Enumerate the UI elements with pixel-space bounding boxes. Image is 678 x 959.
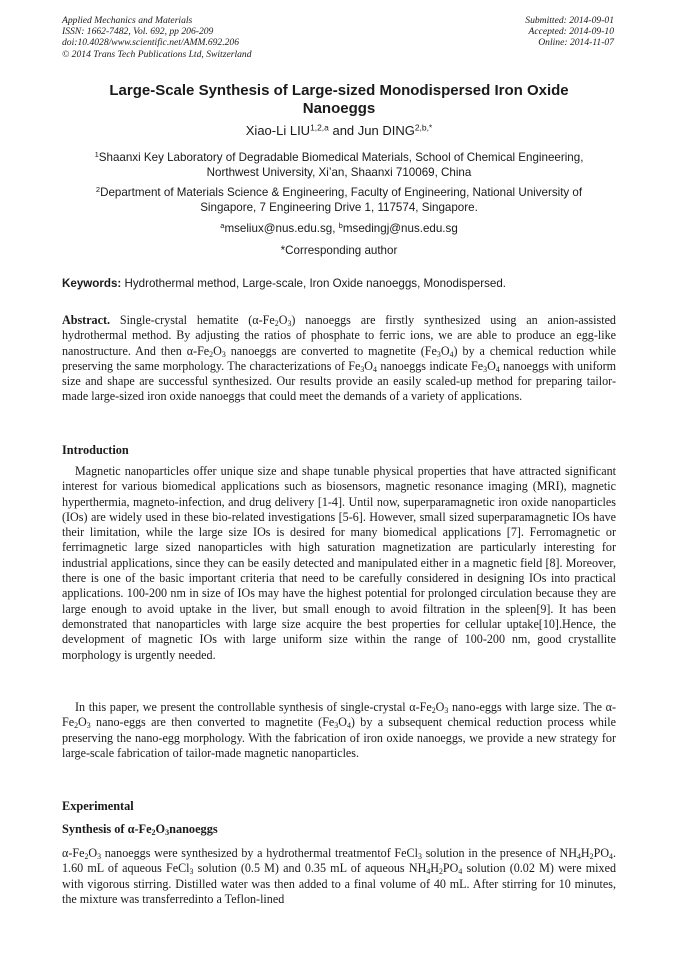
corresponding-author-note: *Corresponding author: [280, 244, 398, 257]
abstract-text: Single-crystal hematite (α-Fe: [110, 313, 275, 327]
section-heading-experimental: Experimental: [62, 799, 134, 813]
chem-element: H: [580, 846, 590, 860]
affiliation-2: [62, 185, 616, 215]
subscript: 3: [417, 851, 422, 861]
chem-element: P: [593, 846, 601, 860]
author-list: [62, 123, 616, 139]
subscript: 2: [589, 851, 594, 861]
author-1: Xiao-Li LIU: [245, 123, 311, 138]
chem-element: O: [213, 343, 222, 358]
chem-element: O: [78, 715, 87, 730]
subscript: 4: [495, 364, 500, 374]
date-accepted: Accepted: 2014-09-10: [528, 26, 614, 38]
paragraph-text: In this paper, we present the controllable synthesis of single-crystal α-Fe: [75, 700, 432, 714]
paragraph-text: nano-eggs with large size. The α-Fe: [62, 700, 616, 730]
subscript: 3: [97, 851, 102, 861]
affil-1-line-1: Shaanxi Key Laboratory of Degradable Biomedical Materials, School of Chemical Engineering,: [98, 151, 584, 164]
subscript: 3: [334, 721, 339, 731]
subscript: 2: [151, 827, 156, 837]
subscript: 4: [346, 721, 351, 731]
chem-element: O: [487, 358, 496, 373]
abstract-text: ) nanoeggs are firstly synthesized using an anion-assisted hydrothermal method. By adjusting the ratios of phosphate to ferric ions, we are able to produce an egg-like nanostructure. And then α-Fe: [62, 313, 616, 358]
chem-element: P: [442, 861, 450, 876]
subscript: 4: [426, 867, 431, 877]
subscript: 4: [576, 851, 581, 861]
affil-2-marker: 2: [95, 184, 101, 194]
journal-doi: doi:10.4028/www.scientific.net/AMM.692.206: [62, 37, 240, 49]
affil-1-line-2: Northwest University, Xi’an, Shaanxi 710069, China: [206, 166, 472, 179]
abstract-text: nanoeggs with uniform size and shape are successful synthesized. Our results provide an easily scaled-up method for preparing tailor-made large-sized iron oxide nanoeggs that could meet the demands of a variety of applications.: [62, 358, 617, 404]
author-and: and: [328, 123, 358, 138]
subsection-heading-synthesis: [62, 822, 218, 837]
author-1-affil: 1,2,a: [310, 122, 329, 133]
subscript: 3: [483, 364, 488, 374]
subscript: 3: [287, 318, 292, 328]
date-submitted: Submitted: 2014-09-01: [525, 15, 614, 26]
section-heading-introduction: Introduction: [62, 443, 129, 457]
subscript: 2: [74, 721, 79, 731]
chem-element: O: [278, 313, 288, 327]
chem-element: O: [364, 358, 373, 373]
subscript: 2: [431, 705, 436, 715]
paragraph-text: solution (0.5 M) and 0.35 mL of aqueous NH: [193, 861, 427, 876]
journal-copyright: © 2014 Trans Tech Publications Ltd, Switzerland: [62, 48, 252, 60]
experimental-paragraph-1: [62, 846, 616, 907]
chem-element: O: [435, 700, 445, 714]
author-2-affil: 2,b,*: [414, 122, 433, 133]
title-line-1: Large-Scale Synthesis of Large-sized Monodispersed Iron Oxide: [109, 82, 569, 99]
keywords-text: Hydrothermal method, Large-scale, Iron Oxide nanoeggs, Monodispersed.: [121, 277, 507, 290]
chem-element: H: [430, 861, 439, 876]
keywords: [62, 276, 616, 291]
subheading-text: nanoeggs: [169, 822, 218, 836]
chem-element: O: [440, 343, 450, 358]
subscript: 3: [360, 364, 365, 374]
paragraph-text: . 1.60 mL of aqueous FeCl: [62, 846, 617, 876]
subscript: 2: [84, 851, 89, 861]
abstract-text: nanoeggs are converted to magnetite (Fe: [225, 343, 437, 358]
paragraph-text: solution in the presence of NH: [421, 846, 577, 860]
abstract: [62, 313, 616, 405]
email-b[interactable]: msedingj@nus.edu.sg: [342, 222, 458, 235]
author-2: Jun DING: [357, 123, 415, 138]
subscript: 3: [86, 721, 91, 731]
abstract-label: Abstract.: [62, 313, 111, 327]
subscript: 3: [436, 349, 441, 359]
subscript: 3: [189, 867, 194, 877]
subscript: 4: [458, 867, 463, 877]
chem-element: O: [155, 822, 166, 836]
journal-name: Applied Mechanics and Materials: [62, 15, 193, 26]
chem-element: O: [449, 861, 459, 876]
subscript: 4: [449, 349, 454, 359]
intro-paragraph-2: [62, 700, 616, 761]
affiliation-1: [62, 150, 616, 180]
paper-title: [62, 82, 616, 118]
subscript: 3: [444, 705, 449, 715]
subscript: 3: [165, 827, 170, 837]
title-line-2: Nanoeggs: [302, 100, 376, 117]
chem-element: O: [88, 846, 98, 860]
subscript: 4: [373, 364, 377, 374]
journal-info: [62, 15, 252, 60]
abstract-text: nanoeggs indicate Fe: [376, 358, 484, 373]
paragraph-text: nanoeggs were synthesized by a hydrothermal treatmentof FeCl: [101, 846, 418, 860]
subheading-text: Synthesis of α-Fe: [62, 822, 152, 836]
affil-2-line-1: Department of Materials Science & Engineering, Faculty of Engineering, National University of: [100, 186, 583, 199]
subscript: 4: [609, 851, 613, 861]
paragraph-text: solution (0.02 M) were mixed with vigorous stirring. Distilled water was then added to a final volume of 40 mL. After stirring for 10 minutes, the mixture was transferredinto a Teflon-lined: [62, 861, 616, 906]
email-a[interactable]: mseliux@nus.edu.sg,: [224, 222, 339, 235]
email-b-marker: b: [338, 220, 343, 230]
date-online: Online: 2014-11-07: [538, 37, 614, 49]
paragraph-text: nano-eggs are then converted to magnetite (Fe: [90, 715, 335, 730]
affil-2-line-2: Singapore, 7 Engineering Drive 1, 117574, Singapore.: [200, 201, 478, 214]
paragraph-text: α-Fe: [62, 846, 85, 860]
affil-1-marker: 1: [94, 149, 99, 159]
subscript: 3: [221, 349, 226, 359]
publication-dates: [525, 15, 614, 49]
email-line: [62, 221, 616, 236]
abstract-text: ) by a chemical reduction while preserving the same morphology. The characterizations of Fe: [62, 343, 616, 373]
paragraph-text: ) by a subsequent chemical reduction process while preserving the nano-egg morphology. With the fabrication of iron oxide nanoeggs, we provide a new strategy for large-scale fabrication of tailor-made magnetic nanoparticles.: [62, 715, 616, 760]
subscript: 2: [209, 349, 214, 359]
intro-paragraph-1: Magnetic nanoparticles offer unique size and shape tunable physical properties that have attracted significant interest for various biomedical applications such as biosensors, magnetic resonance imaging (MRI), magnetic hyperthermia, magneto-infection, and drug delivery [1-4]. Until now, superparamagnetic iron oxide nanoparticles (IOs) are widely used in these bio-related investigations [5-6]. However, small sized superparamagnetic IOs have their limitation, while the large size IOs is desired for many biomedical applications [7]. Ferromagnetic or ferrimagnetic large sized nanoparticles with high saturation magnetization are particularly interesting for industrial applications, since they can be easily detected and manipulated either in a magnetic field [8]. Moreover, there is one of the basic important criteria that need to be carefully considered in designing IOs into practical applications. 100-200 nm in size of IOs may have the highest potential for prolonged circulation because they are large enough to avoid uptake in the liver, but small enough to avoid filtration in the spleen[9]. It has been demonstrated that nanoparticles with large size acquire the best properties for cellular uptake[10].Hence, the development of magnetic IOs with large uniform size within the range of 100-200 nm, good crystallite morphology is urgently needed.: [62, 464, 616, 662]
chem-element: O: [338, 715, 347, 730]
journal-issn: ISSN: 1662-7482, Vol. 692, pp 206-209: [62, 26, 214, 38]
chem-element: O: [600, 846, 610, 860]
email-a-marker: a: [220, 220, 225, 230]
subscript: 2: [274, 318, 279, 328]
keywords-label: Keywords:: [62, 277, 122, 290]
subscript: 2: [438, 867, 443, 877]
